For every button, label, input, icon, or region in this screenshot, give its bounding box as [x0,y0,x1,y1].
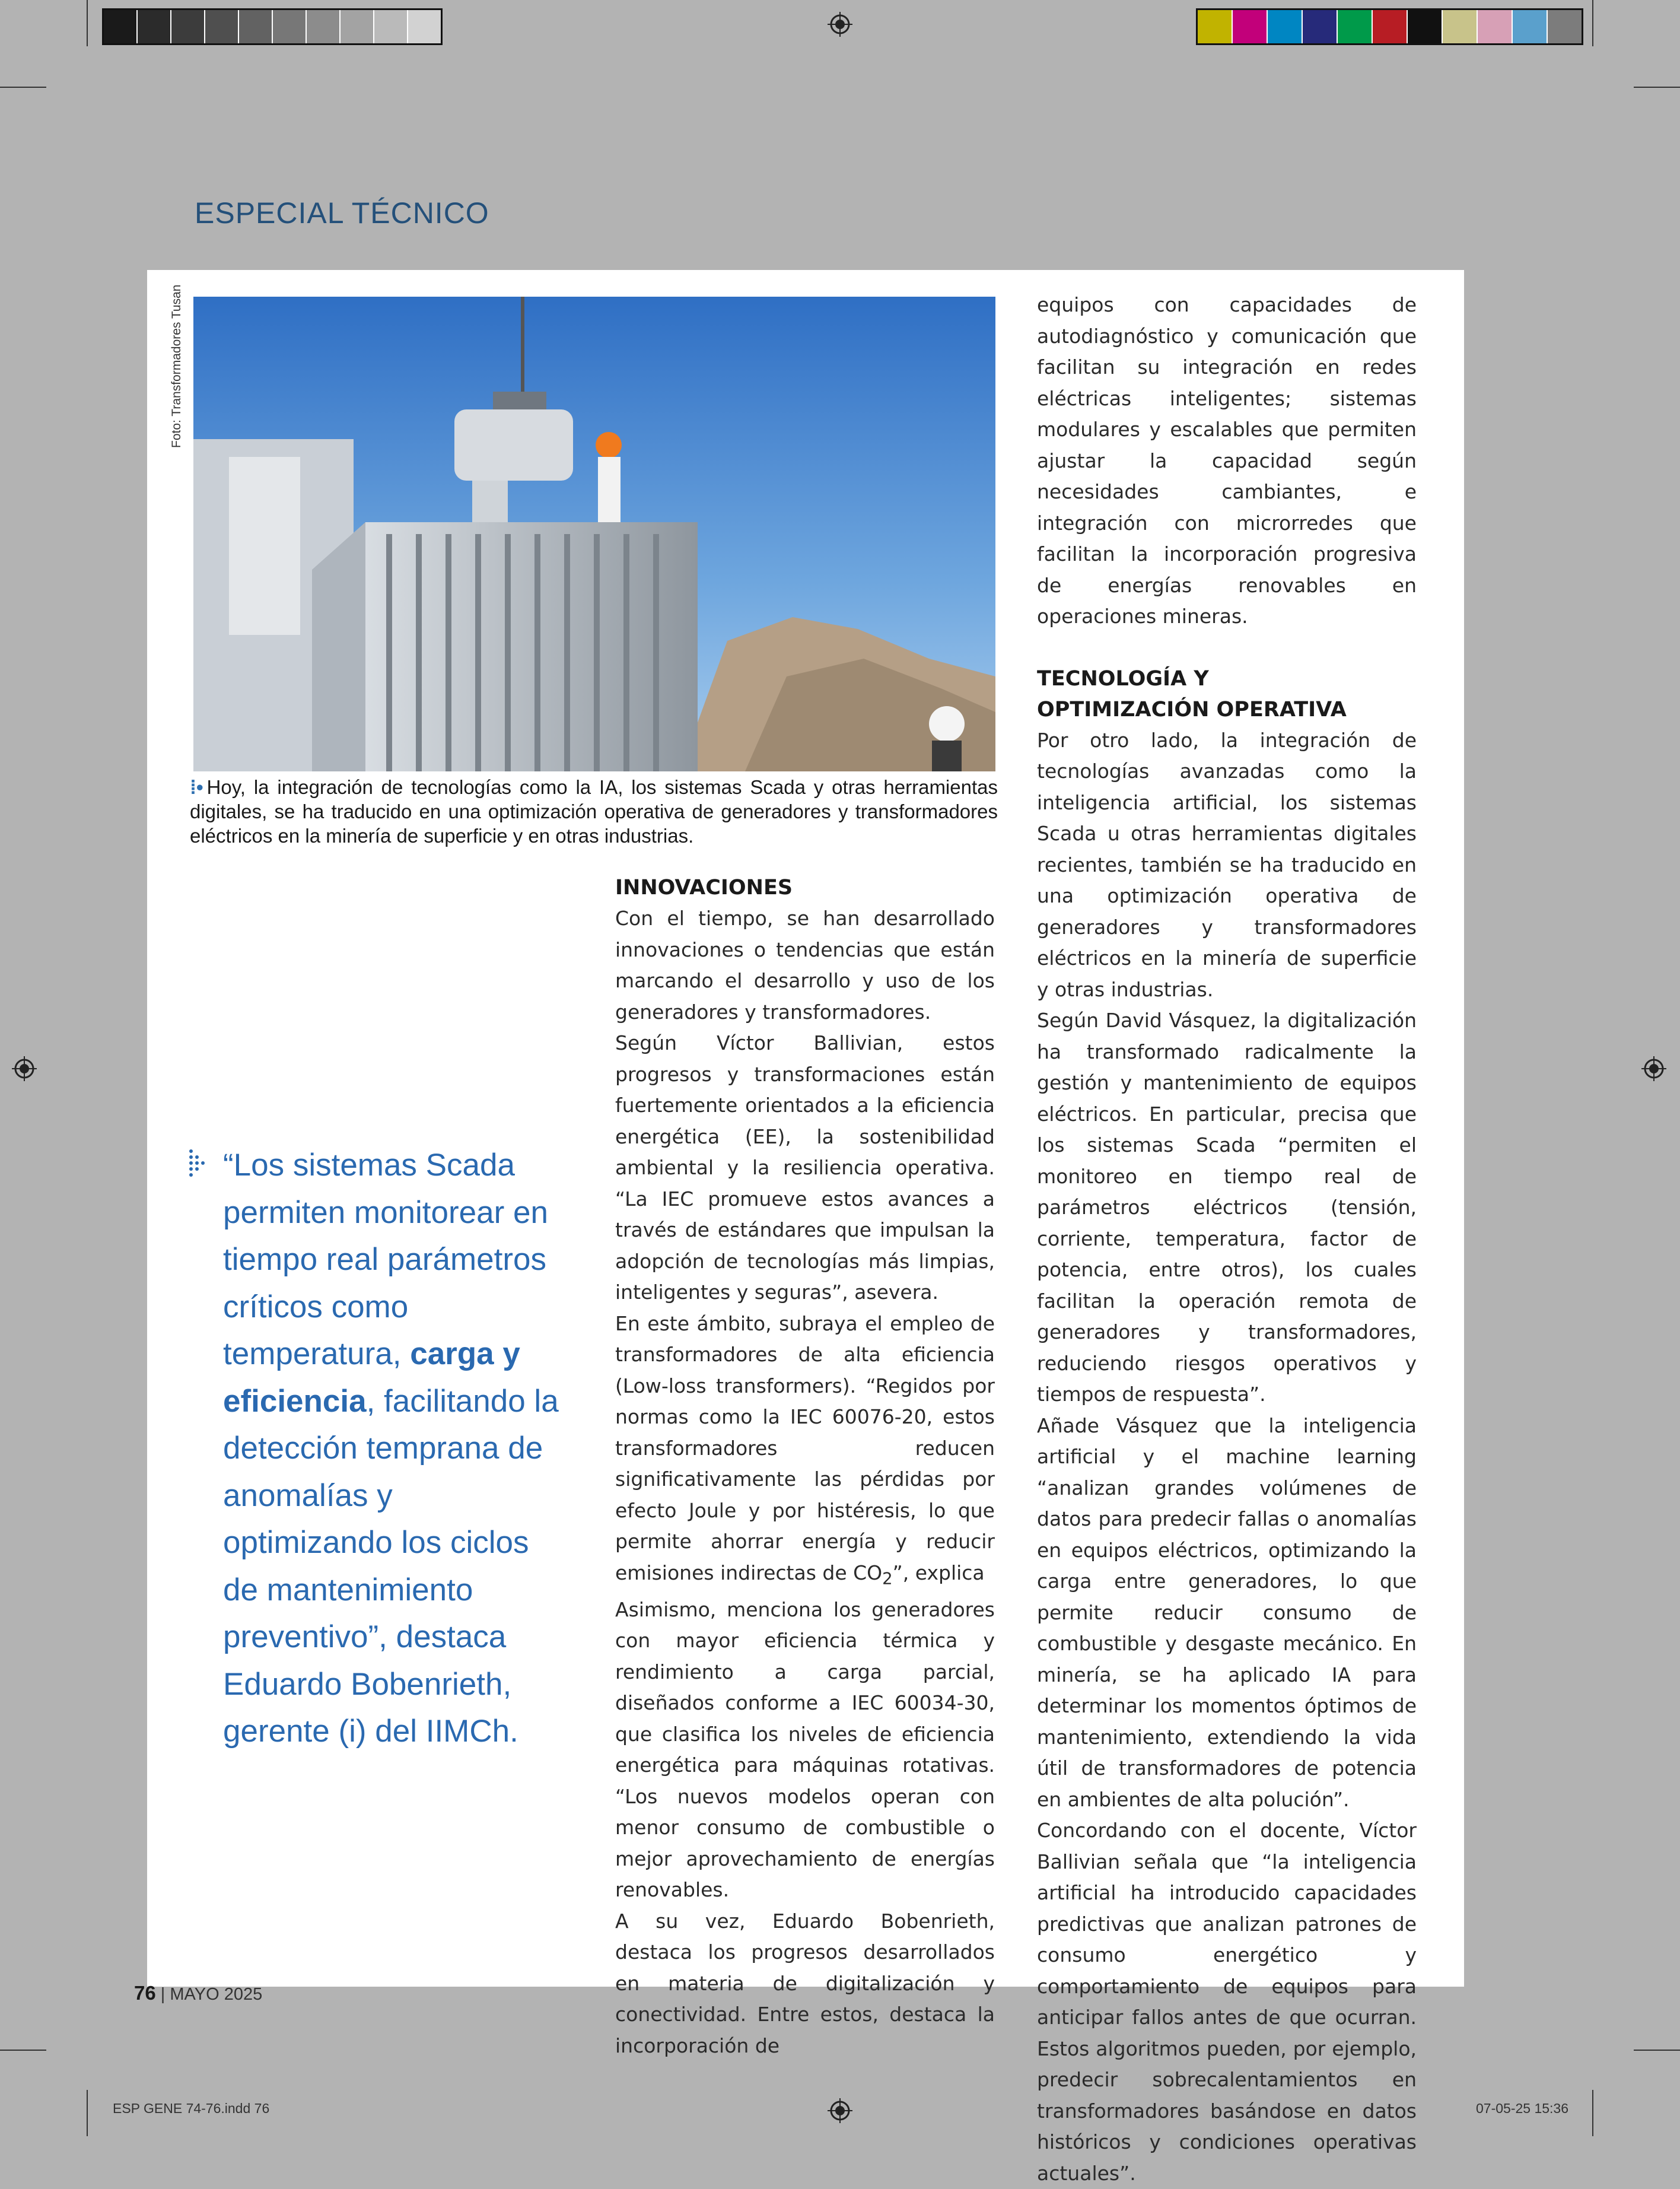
paragraph: Con el tiempo, se han desarrollado innovaciones o tendencias que están marcando el desarrollo y uso de los generadores y transformadores. [615,907,995,1024]
color-swatch [1408,10,1443,43]
caption-bullet-icon: ⁞• [190,776,203,798]
registration-mark-icon [828,2098,852,2123]
transformer-photo [193,297,995,771]
slug-timestamp: 07-05-25 15:36 [1476,2101,1569,2116]
pull-quote [189,1142,568,1755]
paragraph: Por otro lado, la integración de tecnologías avanzadas como la inteligencia artificial, los sistemas Scada u otras herramientas digitales recientes, también se ha traducido en una optimización operativa de generadores y transformadores eléctricos en la minería de superficie y otras industrias. [1037,728,1417,1001]
paragraph: Añade Vásquez que la inteligencia artificial y el machine learning “analizan grandes volúmenes de datos para predecir fallas o anomalías en equipos eléctricos, optimizando la carga entre generadores, lo que permite reducir consumo de combustible y desgaste mecánico. En minería, se ha aplicado IA para determinar los momentos óptimos de mantenimiento, extendiendo la vida útil de transformadores de potencia en ambientes de alta polución”. [1037,1413,1417,1811]
gray-swatch [374,10,408,43]
crop-mark [1634,2050,1680,2051]
color-swatch [1443,10,1478,43]
page-folio [134,1982,262,2004]
crop-mark [87,2090,88,2136]
color-swatch [1373,10,1408,43]
tecnologia-heading [1037,663,1417,725]
paragraph-text-end: ”, explica [892,1561,985,1584]
gray-swatch [341,10,374,43]
gray-swatch [205,10,239,43]
heading-line: TECNOLOGÍA Y [1037,666,1209,691]
photo-credit [170,284,187,448]
gray-swatch [104,10,138,43]
paragraph [615,1308,995,1594]
gray-swatch [273,10,307,43]
pull-quote-text [189,1142,568,1755]
gray-swatch [239,10,273,43]
crop-mark [1592,2090,1593,2136]
slug-filename: ESP GENE 74-76.indd 76 [113,2101,270,2116]
paragraph: equipos con capacidades de autodiagnóstico y comunicación que facilitan su integración en redes eléctricas inteligentes; sistemas modulares y escalables que permiten ajustar la capacidad según necesidades cambiantes, e integración con microrredes que facilitan la incorporación progresiva de energías renovables en operaciones mineras. [1037,293,1417,628]
registration-mark-icon [1641,1056,1666,1081]
right-column [1037,290,1417,2189]
quote-bullet-icon [189,1149,210,1177]
crop-mark [1634,87,1680,88]
co2-subscript: 2 [882,1569,893,1588]
pull-quote-text-start: “Los sistemas Scada permiten monitorear en tiempo real parámetros críticos como temperatura, [223,1148,548,1371]
innovaciones-heading: INNOVACIONES [615,876,793,900]
paragraph: A su vez, Eduardo Bobenrieth, destaca los progresos desarrollados en materia de digitalización y conectividad. Entre estos, destaca la incorporación de [615,1909,995,2057]
issue-date: MAYO 2025 [170,1985,263,2004]
crop-mark [87,0,88,46]
color-swatch [1233,10,1268,43]
paragraph: Concordando con el docente, Víctor Ballivian señala que “la inteligencia artificial ha introducido capacidades predictivas que analizan patrones de consumo energético y comportamiento de equipos para anticipar fallos antes de que ocurran. Estos algoritmos pueden, por ejemplo, predecir sobrecalentamientos en transformadores basándose en datos históricos y condiciones operativas actuales”. [1037,1819,1417,2185]
paragraph: Según David Vásquez, la digitalización ha transformado radicalmente la gestión y mantenimiento de equipos eléctricos. En particular, precisa que los sistemas Scada “permiten el monitoreo en tiempo real de parámetros eléctricos (tensión, corriente, temperatura, factor de potencia, entre otros), los cuales facilitan la operación remota de generadores y transformadores, reduciendo riesgos operativos y tiempos de respuesta”. [1037,1009,1417,1406]
pull-quote-emphasis: carga y eficiencia [223,1336,520,1419]
photo-caption [190,775,998,848]
caption-text: Hoy, la integración de tecnologías como la IA, los sistemas Scada y otras herramientas digitales, se ha traducido en una optimización operativa de generadores y transformadores eléctricos en la minería de superficie y en otras industrias. [190,776,998,847]
gray-swatch [171,10,205,43]
gray-swatch [138,10,171,43]
color-swatch [1338,10,1373,43]
registration-mark-icon [12,1056,37,1081]
page-number: 76 [134,1982,156,2004]
color-calibration-bar [1196,8,1583,45]
color-swatch [1478,10,1513,43]
color-swatch [1548,10,1582,43]
gray-swatch [307,10,341,43]
crop-mark [0,87,46,88]
color-swatch [1268,10,1303,43]
paragraph: Asimismo, menciona los generadores con mayor eficiencia térmica y rendimiento a carga parcial, diseñados conforme a IEC 60034-30, que clasifica los niveles de eficiencia energética para máquinas rotativas. “Los nuevos modelos operan con menor consumo de combustible o mejor aprovechamiento de energías renovables. [615,1597,995,1902]
gray-swatch [408,10,441,43]
paragraph: Según Víctor Ballivian, estos progresos y transformaciones están fuertemente orientados a la eficiencia energética (EE), la sostenibilidad ambiental y la resiliencia operativa. “La IEC promueve estos avances a través de estándares que impulsan la adopción de tecnologías más limpias, inteligentes y seguras”, asevera. [615,1031,995,1304]
heading-line: OPTIMIZACIÓN OPERATIVA [1037,697,1347,722]
registration-mark-icon [828,12,852,37]
color-swatch [1513,10,1548,43]
folio-separator: | [160,1985,166,2004]
section-label: ESPECIAL TÉCNICO [195,196,489,230]
paragraph-text: En este ámbito, subraya el empleo de transformadores de alta eficiencia (Low-loss transformers). “Regidos por normas como la IEC 60076-20, estos transformadores reducen significativamente las pérdidas por efecto Joule y por histéresis, lo que permite ahorrar energía y reducir emisiones indirectas de CO [615,1311,995,1584]
middle-column [615,872,995,2061]
photo-credit-text: Foto: Transformadores Tusan [170,284,183,448]
crop-mark [1592,0,1593,46]
color-swatch [1303,10,1338,43]
grayscale-calibration-bar [102,8,443,45]
color-swatch [1198,10,1233,43]
pull-quote-text-end: , facilitando la detección temprana de anomalías y optimizando los ciclos de mantenimiento preventivo”, destaca Eduardo Bobenrieth, gerente (i) del IIMCh. [223,1383,559,1749]
crop-mark [0,2050,46,2051]
